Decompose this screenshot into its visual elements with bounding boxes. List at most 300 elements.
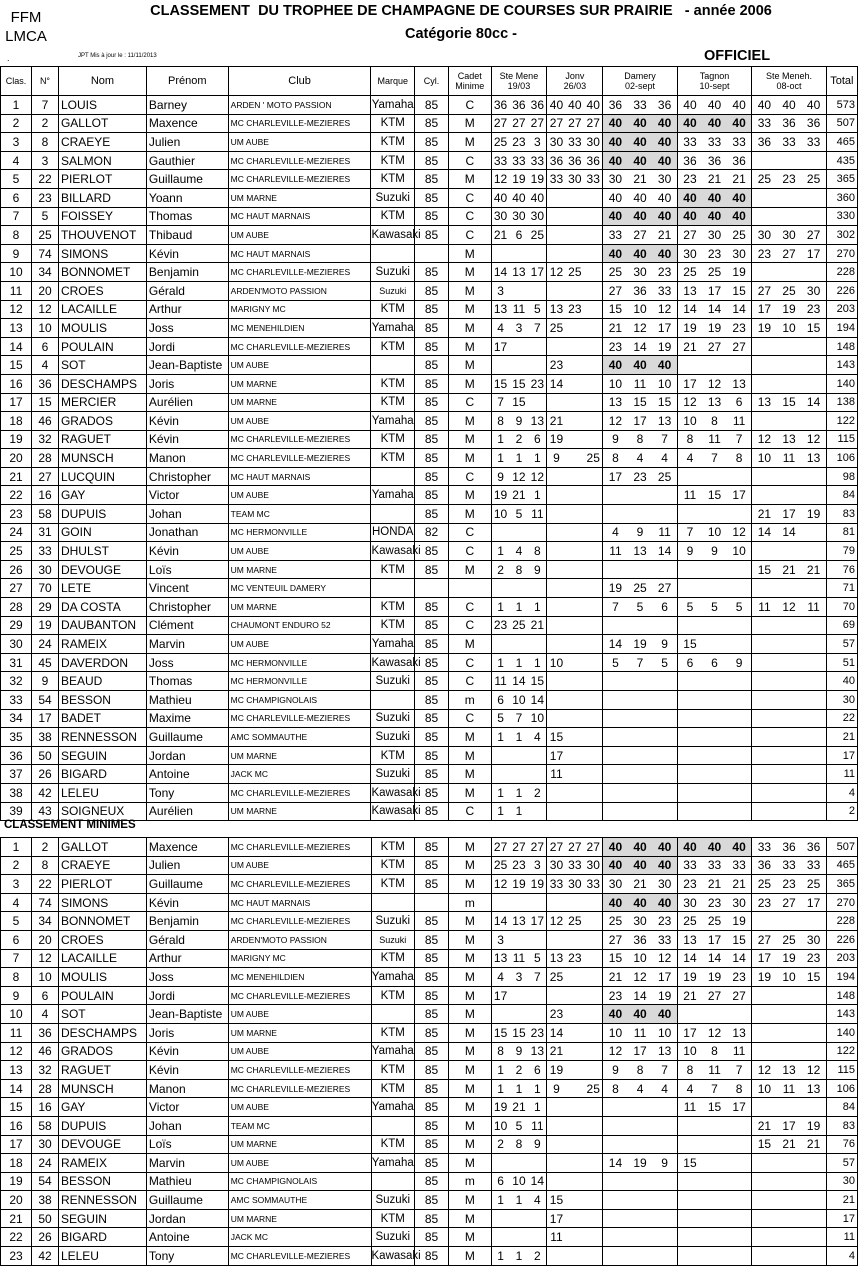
score-cell: 15 [628,393,653,412]
score-cell [777,486,802,505]
club-cell: MC CHARLEVILLE-MEZIERES [228,838,371,857]
table-row [1,96,858,115]
score-cell [752,802,777,821]
col-cyl-header: Cyl. [414,67,448,96]
score-cell: 40 [628,893,653,912]
score-cell [510,893,529,912]
cc-cell: 85 [414,151,448,170]
score-cell: 2 [528,1247,547,1266]
score-cell [752,412,777,431]
rank-cell: 21 [1,467,32,486]
table-row [1,300,858,319]
score-cell: 17 [727,486,752,505]
number-cell: 19 [32,616,59,635]
cc-cell: 85 [414,412,448,431]
score-cell: 12 [528,467,547,486]
score-cell: 11 [702,1061,727,1080]
score-cell [547,244,566,263]
table-row [1,1209,858,1228]
score-cell [727,1247,752,1266]
score-cell: 17 [547,1209,566,1228]
club-cell: MC CHARLEVILLE-MEZIERES [228,263,371,282]
lastname-cell: GAY [58,486,146,505]
number-cell: 12 [32,300,59,319]
club-cell: MC CHARLEVILLE-MEZIERES [228,114,371,133]
number-cell: 20 [32,281,59,300]
score-cell: 33 [652,930,677,949]
score-cell: 5 [510,505,529,524]
table-row [1,856,858,875]
score-cell [584,986,603,1005]
brand-cell: Suzuki [371,672,414,691]
score-cell [777,1154,802,1173]
club-cell: MC CHARLEVILLE-MEZIERES [228,1061,371,1080]
number-cell: 16 [32,1098,59,1117]
event-name: Jonv [565,71,585,81]
score-cell [547,505,566,524]
firstname-cell: Tony [146,783,228,802]
score-cell: 21 [801,560,826,579]
category-cell: M [449,356,491,375]
category-cell: M [449,449,491,468]
score-cell [702,560,727,579]
score-cell: 1 [510,598,529,617]
table-row [1,783,858,802]
lastname-cell: CRAEYE [58,133,146,152]
score-cell [603,1209,628,1228]
number-cell: 9 [32,672,59,691]
score-cell [727,579,752,598]
cc-cell: 85 [414,598,448,617]
number-cell: 22 [32,170,59,189]
score-cell [727,560,752,579]
score-cell: 17 [752,300,777,319]
score-cell: 25 [652,467,677,486]
lastname-cell: BEAUD [58,672,146,691]
score-cell: 17 [801,244,826,263]
score-cell: 19 [702,968,727,987]
score-cell [652,1116,677,1135]
brand-cell: Yamaha [371,486,414,505]
score-cell: 40 [510,188,529,207]
score-cell: 19 [528,170,547,189]
table-row [1,430,858,449]
total-cell: 228 [826,912,857,931]
score-cell [528,1154,547,1173]
total-cell: 226 [826,930,857,949]
score-cell [652,746,677,765]
score-cell [603,505,628,524]
category-cell: M [449,875,491,894]
number-cell: 24 [32,1154,59,1173]
score-cell [702,1154,727,1173]
cc-cell: 85 [414,765,448,784]
score-cell: 30 [566,875,585,894]
score-cell [566,226,585,245]
score-cell [777,374,802,393]
header-dot: . [7,53,10,63]
score-cell [752,1191,777,1210]
club-cell: MC CHARLEVILLE-MEZIERES [228,783,371,802]
score-cell [702,1116,727,1135]
table-row [1,1228,858,1247]
category-cell: M [449,930,491,949]
score-cell: 30 [603,875,628,894]
score-cell: 1 [510,783,529,802]
firstname-cell: Jordi [146,337,228,356]
score-cell [566,986,585,1005]
score-cell [584,1228,603,1247]
score-cell: 36 [777,114,802,133]
score-cell [566,374,585,393]
score-cell [702,1247,727,1266]
event-header-0 [491,67,547,96]
club-cell: JACK MC [228,1228,371,1247]
score-cell: 40 [702,114,727,133]
score-cell: 11 [528,1116,547,1135]
lastname-cell: CROES [58,930,146,949]
category-cell: M [449,1079,491,1098]
score-cell: 23 [677,170,702,189]
score-cell: 5 [528,300,547,319]
cc-cell: 85 [414,430,448,449]
score-cell [603,746,628,765]
number-cell: 58 [32,1116,59,1135]
score-cell [652,1191,677,1210]
firstname-cell: Thomas [146,672,228,691]
cc-cell: 85 [414,207,448,226]
table-row [1,412,858,431]
club-cell: UM AUBE [228,133,371,152]
score-cell: 27 [566,114,585,133]
score-cell: 1 [491,1191,510,1210]
score-cell: 10 [603,1023,628,1042]
total-cell: 203 [826,949,857,968]
category-cell: C [449,653,491,672]
score-cell: 40 [752,96,777,115]
score-cell: 33 [777,856,802,875]
brand-cell: Suzuki [371,709,414,728]
score-cell [603,728,628,747]
category-cell: M [449,486,491,505]
event-date: 10-sept [699,81,730,91]
club-cell: MC CHARLEVILLE-MEZIERES [228,170,371,189]
score-cell: 25 [677,912,702,931]
firstname-cell: Gérald [146,281,228,300]
table-row [1,1154,858,1173]
brand-cell: Yamaha [371,968,414,987]
score-cell [727,1135,752,1154]
score-cell: 30 [727,244,752,263]
score-cell: 1 [491,1247,510,1266]
score-cell [491,1154,510,1173]
score-cell [702,616,727,635]
score-cell [727,709,752,728]
lastname-cell: MERCIER [58,393,146,412]
score-cell [702,672,727,691]
score-cell: 36 [777,838,802,857]
score-cell [628,746,653,765]
score-cell: 40 [603,893,628,912]
score-cell [628,560,653,579]
score-cell: 40 [702,96,727,115]
number-cell: 43 [32,802,59,821]
score-cell: 12 [777,598,802,617]
total-cell: 51 [826,653,857,672]
score-cell: 30 [528,207,547,226]
score-cell: 9 [547,1079,566,1098]
score-cell: 15 [677,1154,702,1173]
lastname-cell: CROES [58,281,146,300]
score-cell: 40 [652,1005,677,1024]
number-cell: 46 [32,412,59,431]
rank-cell: 1 [1,838,32,857]
score-cell: 10 [491,1116,510,1135]
score-cell [752,912,777,931]
score-cell [777,728,802,747]
score-cell: 10 [547,653,566,672]
score-cell: 1 [510,802,529,821]
score-cell [547,930,566,949]
firstname-cell: Jean-Baptiste [146,1005,228,1024]
score-cell [801,802,826,821]
score-cell: 23 [566,949,585,968]
score-cell: 21 [677,986,702,1005]
score-cell: 27 [652,579,677,598]
cc-cell: 85 [414,802,448,821]
score-cell [777,1023,802,1042]
brand-cell: Suzuki [371,263,414,282]
score-cell: 13 [677,930,702,949]
table-row [1,838,858,857]
score-cell: 30 [702,226,727,245]
category-cell: C [449,207,491,226]
score-cell: 13 [752,393,777,412]
table-row [1,1042,858,1061]
table-row [1,1079,858,1098]
score-cell: 36 [677,151,702,170]
club-cell: MC CHARLEVILLE-MEZIERES [228,1247,371,1266]
lastname-cell: RAGUET [58,430,146,449]
score-cell: 14 [801,393,826,412]
col-num-header: N° [32,67,59,96]
score-cell [702,802,727,821]
score-cell [801,746,826,765]
table-row [1,1023,858,1042]
score-cell: 10 [777,319,802,338]
score-cell: 1 [510,449,529,468]
score-cell: 1 [528,598,547,617]
category-cell: C [449,151,491,170]
brand-cell: KTM [371,838,414,857]
rank-cell: 6 [1,930,32,949]
score-cell: 40 [628,838,653,857]
score-cell: 5 [702,598,727,617]
club-cell: MC CHARLEVILLE-MEZIERES [228,430,371,449]
score-cell: 1 [491,1079,510,1098]
score-cell: 6 [702,653,727,672]
score-cell [528,635,547,654]
brand-cell: Yamaha [371,96,414,115]
firstname-cell: Maxence [146,838,228,857]
category-cell: C [449,523,491,542]
category-cell: m [449,1172,491,1191]
score-cell [566,709,585,728]
score-cell: 14 [777,523,802,542]
rank-cell: 26 [1,560,32,579]
score-cell: 17 [528,912,547,931]
score-cell [566,560,585,579]
cc-cell: 85 [414,672,448,691]
score-cell [801,616,826,635]
club-cell: UM AUBE [228,856,371,875]
score-cell: 21 [801,1135,826,1154]
score-cell [677,802,702,821]
score-cell: 25 [603,263,628,282]
firstname-cell: Kévin [146,893,228,912]
score-cell: 4 [628,1079,653,1098]
score-cell: 27 [801,226,826,245]
score-cell [777,263,802,282]
brand-cell: KTM [371,337,414,356]
lastname-cell: RAMEIX [58,635,146,654]
score-cell: 25 [584,449,603,468]
club-cell: MC MENEHILDIEN [228,968,371,987]
club-cell: MC HAUT MARNAIS [228,893,371,912]
rank-cell: 19 [1,430,32,449]
score-cell: 30 [752,226,777,245]
score-cell: 40 [652,838,677,857]
club-cell: MC CHARLEVILLE-MEZIERES [228,875,371,894]
lastname-cell: DAVERDON [58,653,146,672]
brand-cell: KTM [371,133,414,152]
score-cell: 13 [801,449,826,468]
cc-cell: 85 [414,1209,448,1228]
score-cell [603,691,628,710]
score-cell: 27 [752,930,777,949]
firstname-cell: Kévin [146,430,228,449]
firstname-cell: Christopher [146,467,228,486]
score-cell [752,337,777,356]
score-cell [528,356,547,375]
score-cell: 21 [727,875,752,894]
brand-cell: KTM [371,986,414,1005]
table-row [1,802,858,821]
number-cell: 50 [32,1209,59,1228]
number-cell: 26 [32,1228,59,1247]
score-cell: 25 [491,856,510,875]
score-cell [652,505,677,524]
score-cell [584,188,603,207]
table-row [1,281,858,300]
score-cell: 25 [677,263,702,282]
rank-cell: 36 [1,746,32,765]
club-cell: UM MARNE [228,393,371,412]
score-cell: 11 [528,505,547,524]
score-cell: 13 [677,281,702,300]
category-cell: M [449,170,491,189]
score-cell: 13 [491,300,510,319]
score-cell [752,765,777,784]
firstname-cell: Julien [146,856,228,875]
rank-cell: 29 [1,616,32,635]
score-cell: 2 [528,783,547,802]
club-cell: MC HERMONVILLE [228,672,371,691]
score-cell [584,505,603,524]
score-cell: 5 [510,1116,529,1135]
rank-cell: 13 [1,319,32,338]
score-cell: 15 [491,374,510,393]
score-cell: 27 [547,838,566,857]
table-row [1,930,858,949]
rank-cell: 20 [1,449,32,468]
rank-cell: 22 [1,1228,32,1247]
number-cell: 24 [32,635,59,654]
score-cell: 23 [566,300,585,319]
score-cell: 4 [491,968,510,987]
table-row [1,170,858,189]
score-cell [752,1172,777,1191]
brand-cell: KTM [371,1079,414,1098]
score-cell: 33 [752,838,777,857]
score-cell: 17 [652,968,677,987]
score-cell: 13 [777,1061,802,1080]
score-cell: 40 [603,114,628,133]
score-cell: 27 [547,114,566,133]
table-row [1,653,858,672]
firstname-cell: Thibaud [146,226,228,245]
club-cell: TEAM MC [228,1116,371,1135]
number-cell: 12 [32,949,59,968]
score-cell [566,653,585,672]
score-cell: 40 [603,188,628,207]
score-cell: 27 [510,114,529,133]
score-cell: 3 [510,319,529,338]
score-cell: 21 [652,226,677,245]
score-cell: 13 [528,1042,547,1061]
table-row [1,188,858,207]
score-cell: 19 [677,968,702,987]
total-cell: 2 [826,802,857,821]
score-cell [566,449,585,468]
score-cell [801,188,826,207]
score-cell [777,1005,802,1024]
score-cell: 14 [727,949,752,968]
score-cell [752,374,777,393]
firstname-cell: Antoine [146,1228,228,1247]
score-cell [702,765,727,784]
score-cell: 21 [727,170,752,189]
score-cell: 19 [603,579,628,598]
score-cell: 40 [652,133,677,152]
cc-cell: 85 [414,1098,448,1117]
score-cell: 4 [528,1191,547,1210]
score-cell: 14 [677,949,702,968]
score-cell [547,523,566,542]
score-cell: 11 [491,672,510,691]
category-cell: M [449,986,491,1005]
rank-cell: 23 [1,1247,32,1266]
rank-cell: 11 [1,1023,32,1042]
score-cell [727,505,752,524]
total-cell: 106 [826,449,857,468]
number-cell: 74 [32,244,59,263]
total-cell: 83 [826,505,857,524]
score-cell: 12 [547,912,566,931]
number-cell: 4 [32,356,59,375]
score-cell: 8 [677,430,702,449]
score-cell [566,412,585,431]
